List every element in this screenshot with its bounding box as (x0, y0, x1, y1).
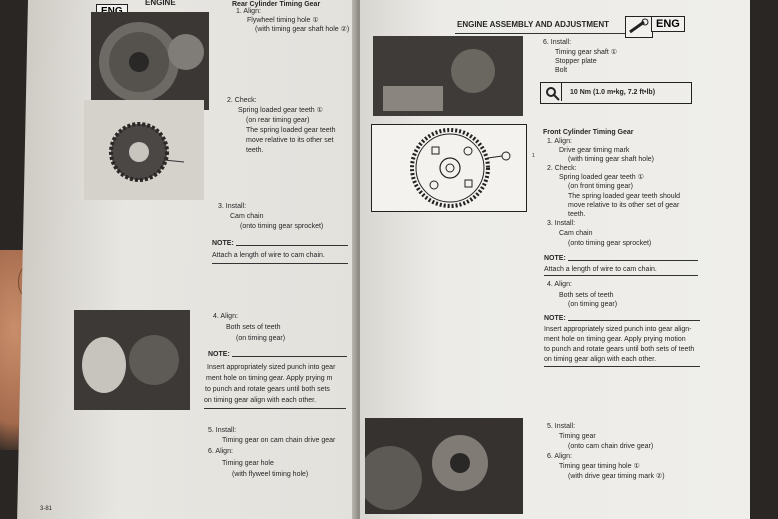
right-f6: 6. Align: (547, 453, 572, 460)
left-step2-b1: Spring loaded gear teeth ① (238, 107, 323, 114)
left-note2-l4: on timing gear align with each other. (204, 397, 317, 404)
left-note1-rule2 (212, 263, 348, 264)
left-step2-t3: teeth. (246, 147, 264, 154)
right-f1: 1. Align: (547, 138, 572, 145)
left-step6-b1: Timing gear hole (222, 460, 274, 467)
right-f2-t1: The spring loaded gear teeth should (568, 193, 681, 200)
drive-gear-illustration (365, 418, 523, 514)
right-f3-b1b: (onto timing gear sprocket) (568, 240, 652, 247)
right-f2-t3: teeth. (568, 211, 586, 218)
right-header-title: ENGINE ASSEMBLY AND ADJUSTMENT (457, 20, 610, 29)
photo-flywheel (91, 12, 209, 110)
left-step4: 4. Align: (213, 313, 238, 320)
right-f2-b1b: (on front timing gear) (568, 183, 633, 190)
left-step5-b1: Timing gear on cam chain drive gear (222, 437, 336, 444)
right-f3: 3. Install: (547, 220, 576, 227)
right-f6-b1: Timing gear timing hole ① (559, 463, 640, 470)
left-step1-b1b: (with timing gear shaft hole ②) (255, 26, 350, 33)
right-f4-b1b: (on timing gear) (568, 301, 618, 308)
right-f2-t2: move relative to its other set of gear (568, 202, 680, 209)
right-f2-b1: Spring loaded gear teeth ① (559, 174, 644, 181)
torque-wrench-icon (541, 83, 562, 101)
right-note2-label: NOTE: (544, 315, 566, 322)
gear-callout: 1 (532, 153, 535, 159)
left-note2-l2: ment hole on timing gear. Apply prying m (206, 375, 333, 382)
left-note1-label: NOTE: (212, 240, 234, 247)
front-gear-illustration (372, 125, 526, 211)
right-s6: 6. Install: (543, 39, 572, 46)
engine-illustration (74, 310, 190, 410)
left-page-number: 3-81 (40, 506, 53, 512)
right-s6-b1: Timing gear shaft ① (555, 49, 618, 56)
flywheel-illustration (91, 12, 209, 110)
right-f3-b1: Cam chain (559, 230, 593, 237)
right-note2-l1: Insert appropriately sized punch into gear align- (544, 326, 692, 333)
torque-value: 10 Nm (1.0 m•kg, 7.2 ft•lb) (570, 89, 656, 96)
left-step2-t2: move relative to its other set (246, 137, 334, 144)
left-step3-b1b: (onto timing gear sprocket) (240, 223, 324, 230)
right-note1-label: NOTE: (544, 255, 566, 262)
right-note2-rule (568, 320, 700, 321)
left-step5: 5. Install: (208, 427, 237, 434)
right-f5: 5. Install: (547, 423, 576, 430)
photo-drive-gear (365, 418, 523, 514)
left-step4-b1b: (on timing gear) (236, 335, 286, 342)
photo-timing-gear (84, 100, 204, 200)
left-step3-b1: Cam chain (230, 213, 264, 220)
right-f6-b1b: (with drive gear timing mark ②) (568, 473, 665, 480)
right-eng-badge: ENG (651, 16, 685, 32)
right-f1-b1b: (with timing gear shaft hole) (568, 156, 654, 163)
right-note2-l3: to punch and rotate gears until both sets of teeth (544, 346, 695, 353)
left-step6: 6. Align: (208, 448, 233, 455)
right-f1-b1: Drive gear timing mark (559, 147, 630, 154)
left-note2-rule (232, 356, 347, 357)
left-step2: 2. Check: (227, 97, 257, 104)
right-s6-b2: Stopper plate (555, 58, 597, 65)
wrench-icon (625, 16, 653, 38)
right-note2-l2: ment hole on timing gear. Apply prying motion (544, 336, 686, 343)
photo-shaft-install (373, 36, 523, 116)
right-note1-rule2 (544, 275, 698, 276)
left-step3: 3. Install: (218, 203, 247, 210)
left-note2-label: NOTE: (208, 351, 230, 358)
left-step1-b1: Flywheel timing hole ① (247, 17, 319, 24)
left-header-engine: ENGINE (145, 0, 176, 7)
right-f5-b1b: (onto cam chain drive gear) (568, 443, 654, 450)
right-note1-rule (568, 260, 698, 261)
right-note2-rule2 (544, 366, 700, 367)
left-step2-t1: The spring loaded gear teeth (246, 127, 336, 134)
right-f5-b1: Timing gear (559, 433, 596, 440)
right-note1-text: Attach a length of wire to cam chain. (544, 266, 657, 273)
left-step6-b1b: (with flyweel timing hole) (232, 471, 309, 478)
shaft-illustration (373, 36, 523, 116)
left-note2-rule2 (204, 408, 346, 409)
left-step2-b1b: (on rear timing gear) (246, 117, 310, 124)
left-step1: 1. Align: (236, 8, 261, 15)
left-note1-text: Attach a length of wire to cam chain. (212, 252, 325, 259)
right-f4: 4. Align: (547, 281, 572, 288)
gear-diagram (371, 124, 527, 212)
right-sec-title: Front Cylinder Timing Gear (543, 129, 634, 136)
right-f2: 2. Check: (547, 165, 577, 172)
photo-gear-align (74, 310, 190, 410)
left-note1-rule (236, 245, 348, 246)
left-sec-title: Rear Cylinder Timing Gear (232, 1, 321, 8)
left-step4-b1: Both sets of teeth (226, 324, 281, 331)
left-note2-l3: to punch and rotate gears until both sets (205, 386, 330, 393)
right-header-rule (455, 33, 625, 34)
gear-illustration (84, 100, 204, 200)
left-note2-l1: Insert appropriately sized punch into gear (207, 364, 336, 371)
right-s6-b3: Bolt (555, 67, 568, 74)
right-f4-b1: Both sets of teeth (559, 292, 614, 299)
right-note2-l4: on timing gear align with each other. (544, 356, 657, 363)
